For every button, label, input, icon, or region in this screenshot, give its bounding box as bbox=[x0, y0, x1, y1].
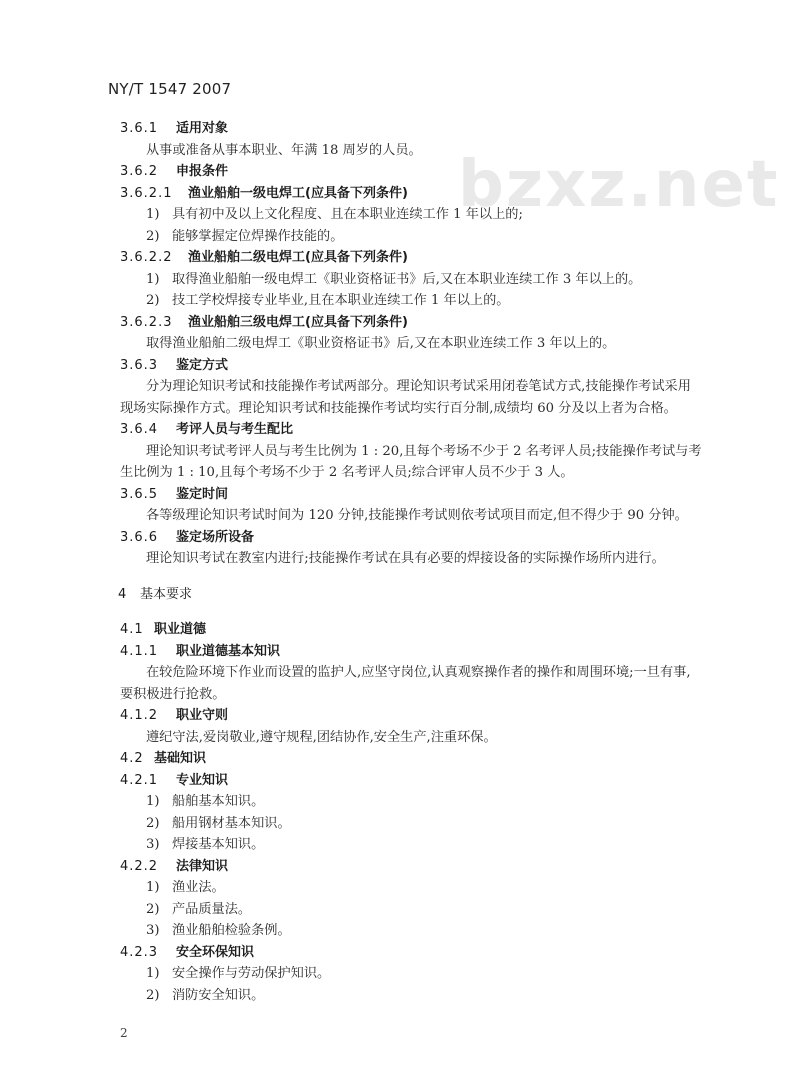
section-title: 安全环保知识 bbox=[176, 944, 255, 960]
section-title: 渔业船舶一级电焊工(应具备下列条件) bbox=[188, 185, 408, 201]
section-title: 鉴定时间 bbox=[176, 486, 229, 502]
paragraph: 理论知识考试在教室内进行;技能操作考试在具有必要的焊接设备的实际操作场所内进行。 bbox=[146, 551, 665, 566]
section-number: 4.1.2 bbox=[120, 708, 159, 723]
section-title: 职业道德 bbox=[154, 622, 207, 637]
paragraph-continuation: 生比例为 1 : 10,且每个考场不少于 2 名考评人员;综合评审人员不少于 3 人。 bbox=[120, 465, 574, 480]
list-item bbox=[0, 877, 800, 899]
document-body bbox=[0, 118, 800, 1006]
list-item-text: 船舶基本知识。 bbox=[172, 794, 265, 809]
section-number: 3.6.2.1 bbox=[120, 185, 173, 201]
section-title: 基础知识 bbox=[154, 751, 207, 766]
paragraph-continuation: 要积极进行抢救。 bbox=[120, 686, 226, 702]
section-number: 4.1 bbox=[120, 622, 144, 637]
list-marker: 3) bbox=[146, 837, 160, 852]
list-marker: 2) bbox=[146, 815, 160, 831]
section-heading bbox=[0, 942, 800, 964]
section-heading bbox=[0, 161, 800, 183]
page-number: 2 bbox=[120, 1026, 128, 1040]
section-heading bbox=[0, 247, 800, 269]
list-marker: 1) bbox=[146, 880, 160, 895]
list-marker: 2) bbox=[146, 228, 160, 244]
paragraph: 遵纪守法,爱岗敬业,遵守规程,团结协作,安全生产,注重环保。 bbox=[146, 729, 497, 745]
list-item bbox=[0, 226, 800, 248]
section-title: 考评人员与考生配比 bbox=[176, 422, 294, 437]
paragraph: 各等级理论知识考试时间为 120 分钟,技能操作考试则依考试项目而定,但不得少于 90 分钟。 bbox=[146, 508, 688, 523]
list-item bbox=[0, 985, 800, 1007]
list-marker: 2) bbox=[146, 293, 160, 308]
section-number: 3.6.6 bbox=[120, 529, 159, 545]
list-item bbox=[0, 204, 800, 226]
list-item bbox=[0, 899, 800, 921]
section-title: 渔业船舶二级电焊工(应具备下列条件) bbox=[188, 250, 408, 265]
section-heading bbox=[0, 484, 800, 506]
section-number: 3.6.2 bbox=[120, 164, 159, 179]
list-item-text: 消防安全知识。 bbox=[172, 987, 265, 1003]
section-heading bbox=[0, 584, 800, 606]
list-marker: 1) bbox=[146, 207, 160, 222]
list-marker: 1) bbox=[146, 271, 160, 287]
section-title: 职业守则 bbox=[176, 708, 229, 723]
section-heading bbox=[0, 312, 800, 334]
document-header: NY/T 1547 2007 bbox=[108, 80, 232, 98]
section-title: 专业知识 bbox=[176, 772, 229, 788]
section-title: 适用对象 bbox=[176, 121, 229, 136]
list-item-text: 船用钢材基本知识。 bbox=[172, 815, 291, 831]
list-item bbox=[0, 813, 800, 835]
list-item-text: 产品质量法。 bbox=[172, 901, 252, 917]
list-marker: 2) bbox=[146, 901, 160, 917]
paragraph: 取得渔业船舶二级电焊工《职业资格证书》后,又在本职业连续工作 3 年以上的。 bbox=[146, 336, 616, 351]
section-heading bbox=[0, 527, 800, 549]
section-number: 3.6.5 bbox=[120, 486, 159, 502]
section-title: 渔业船舶三级电焊工(应具备下列条件) bbox=[188, 314, 408, 330]
section-title: 申报条件 bbox=[176, 164, 229, 179]
section-number: 4.2 bbox=[120, 751, 144, 766]
section-title: 基本要求 bbox=[140, 586, 193, 602]
paragraph: 在较危险环境下作业而设置的监护人,应坚守岗位,认真观察操作者的操作和周围环境;一旦有事, bbox=[146, 665, 691, 680]
paragraph: 理论知识考试考评人员与考生比例为 1 : 20,且每个考场不少于 2 名考评人员;技能操作考试与考 bbox=[146, 443, 702, 459]
section-heading bbox=[0, 619, 800, 641]
section-number: 4.2.3 bbox=[120, 944, 159, 960]
section-number: 4.2.2 bbox=[120, 858, 159, 874]
section-number: 3.6.3 bbox=[120, 357, 159, 373]
section-title: 法律知识 bbox=[176, 858, 229, 874]
list-item-text: 渔业船舶检验条例。 bbox=[172, 923, 291, 938]
section-heading bbox=[0, 748, 800, 770]
section-number: 3.6.2.2 bbox=[120, 250, 173, 265]
spacer bbox=[0, 605, 800, 619]
section-title: 鉴定方式 bbox=[176, 357, 229, 373]
paragraph-continuation: 现场实际操作方式。理论知识考试和技能操作考试均实行百分制,成绩均 60 分及以上者为合格。 bbox=[120, 400, 677, 416]
section-heading bbox=[0, 355, 800, 377]
section-heading bbox=[0, 183, 800, 205]
section-number: 3.6.1 bbox=[120, 121, 159, 136]
list-marker: 2) bbox=[146, 987, 160, 1003]
list-item-text: 具有初中及以上文化程度、且在本职业连续工作 1 年以上的; bbox=[172, 207, 523, 222]
section-heading bbox=[0, 856, 800, 878]
section-number: 3.6.2.3 bbox=[120, 314, 173, 330]
watermark: bzxz.net bbox=[458, 148, 780, 222]
section-number: 4.2.1 bbox=[120, 772, 159, 788]
list-marker: 1) bbox=[146, 794, 160, 809]
list-item bbox=[0, 834, 800, 856]
list-item-text: 焊接基本知识。 bbox=[172, 837, 265, 852]
list-item-text: 能够掌握定位焊操作技能的。 bbox=[172, 228, 344, 244]
section-title: 职业道德基本知识 bbox=[176, 643, 281, 659]
section-heading bbox=[0, 419, 800, 441]
list-item bbox=[0, 963, 800, 985]
spacer bbox=[0, 570, 800, 584]
list-item bbox=[0, 920, 800, 942]
list-item-text: 技工学校焊接专业毕业,且在本职业连续工作 1 年以上的。 bbox=[172, 293, 510, 308]
section-heading bbox=[0, 705, 800, 727]
section-number: 4 bbox=[118, 586, 128, 602]
list-marker: 3) bbox=[146, 923, 160, 938]
list-item bbox=[0, 290, 800, 312]
paragraph: 从事或准备从事本职业、年满 18 周岁的人员。 bbox=[146, 142, 422, 158]
section-number: 4.1.1 bbox=[120, 643, 159, 659]
list-item bbox=[0, 791, 800, 813]
list-item bbox=[0, 269, 800, 291]
section-number: 3.6.4 bbox=[120, 422, 159, 437]
section-heading bbox=[0, 770, 800, 792]
list-item-text: 安全操作与劳动保护知识。 bbox=[172, 966, 331, 981]
list-marker: 1) bbox=[146, 966, 160, 981]
section-title: 鉴定场所设备 bbox=[176, 529, 255, 545]
paragraph: 分为理论知识考试和技能操作考试两部分。理论知识考试采用闭卷笔试方式,技能操作考试采用 bbox=[146, 379, 691, 394]
section-heading bbox=[0, 641, 800, 663]
list-item-text: 取得渔业船舶一级电焊工《职业资格证书》后,又在本职业连续工作 3 年以上的。 bbox=[172, 271, 642, 287]
section-heading bbox=[0, 118, 800, 140]
list-item-text: 渔业法。 bbox=[172, 880, 225, 895]
